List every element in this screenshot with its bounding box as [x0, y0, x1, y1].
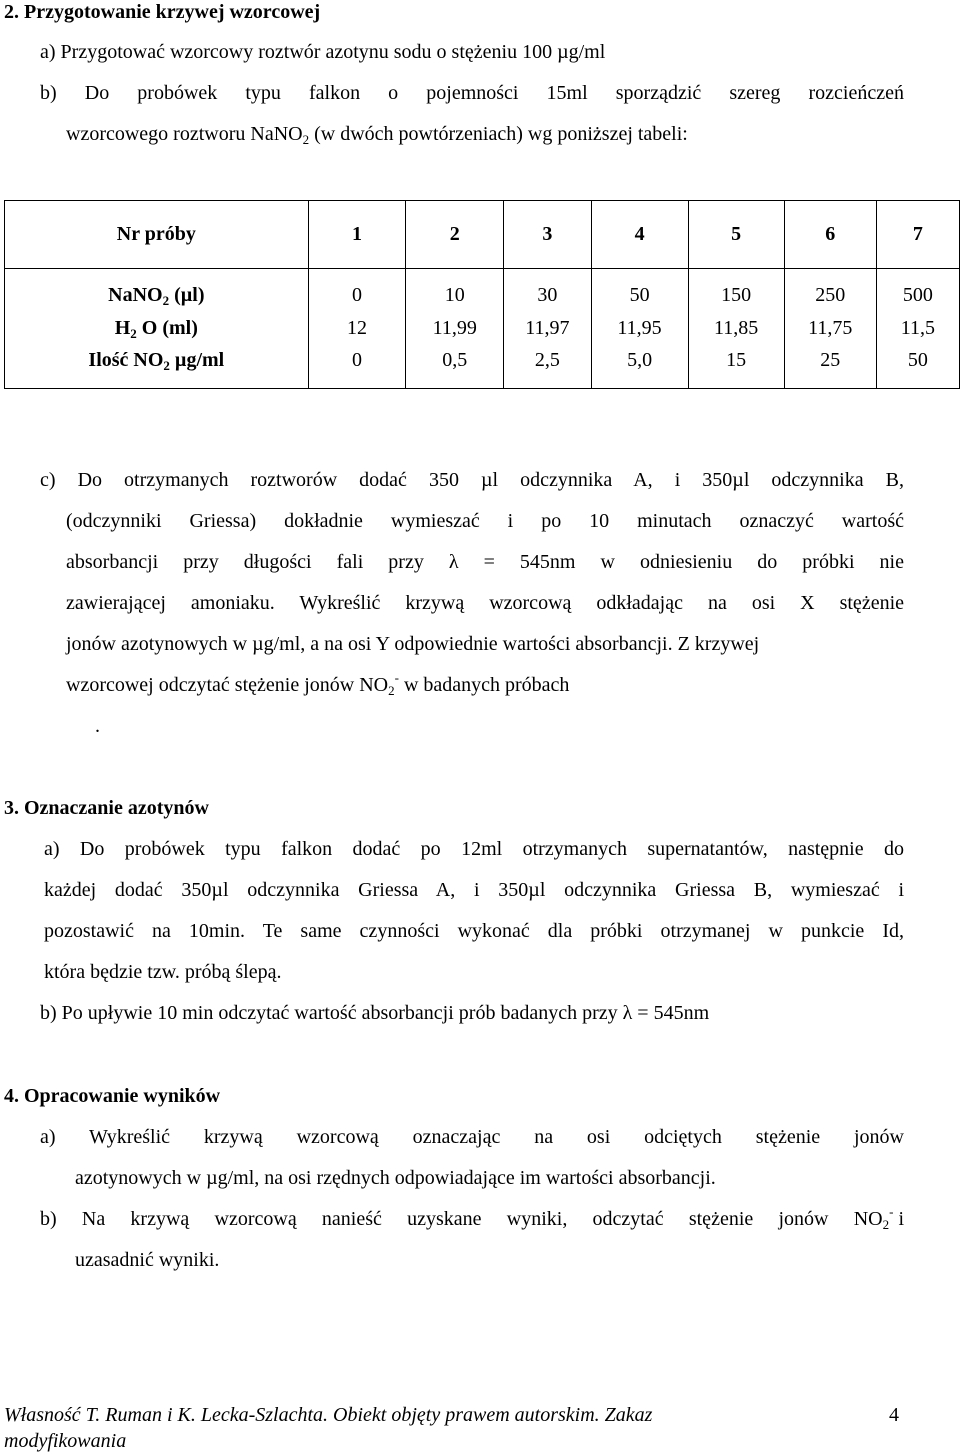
table-cell: 50 — [876, 347, 959, 389]
table-header-row — [5, 201, 960, 269]
section-2-item-a: a) Przygotować wzorcowy roztwór azotynu sodu o stężeniu 100 µg/ml — [40, 41, 606, 63]
table-cell: 500 — [876, 269, 959, 310]
table-cell: 11,99 — [406, 309, 504, 347]
table-header-cell: 2 — [406, 201, 504, 269]
table-header-cell: 3 — [504, 201, 591, 269]
table-header-cell: 5 — [688, 201, 784, 269]
table-cell: 0 — [308, 269, 406, 310]
section-2-item-c-line1: c) Do otrzymanych roztworów dodać 350 µl odczynnika A, i 350µl odczynnika B, — [40, 469, 904, 491]
footer-copyright-line2: modyfikowania — [4, 1430, 127, 1452]
section-2-item-c-line6: wzorcowej odczytać stężenie jonów $NO_2^-$ w badanych próbach — [66, 670, 570, 698]
section-3-item-a-line1: a) Do probówek typu falkon dodać po 12ml otrzymanych supernatantów, następnie do — [44, 838, 904, 860]
table-cell: 11,5 — [876, 309, 959, 347]
table-cell: 15 — [688, 347, 784, 389]
table-cell: 50 — [591, 269, 688, 310]
table-cell: 25 — [784, 347, 876, 389]
page-number: 4 — [889, 1404, 899, 1426]
section-2-dot: . — [95, 715, 100, 737]
section-3-item-a-line2: każdej dodać 350µl odczynnika Griessa A, i 350µl odczynnika Griessa B, wymieszać i — [44, 879, 904, 901]
section-3-item-a-line4: która będzie tzw. próbą ślepą. — [44, 961, 282, 983]
table-cell: 30 — [504, 269, 591, 310]
table-cell: 0 — [308, 347, 406, 389]
section-3-heading: 3. Oznaczanie azotynów — [4, 797, 209, 819]
table-header-label: Nr próby — [5, 201, 309, 269]
table-row — [5, 269, 960, 310]
section-2-item-c-line5: jonów azotynowych w µg/ml, a na osi Y odpowiednie wartości absorbancji. Z krzywej — [66, 633, 760, 655]
footer-copyright-line1: Własność T. Ruman i K. Lecka-Szlachta. Obiekt objęty prawem autorskim. Zakaz — [4, 1404, 653, 1426]
section-4-item-a-line1: a) Wykreślić krzywą wzorcową oznaczając na osi odciętych stężenie jonów — [40, 1126, 904, 1148]
table-cell: 11,75 — [784, 309, 876, 347]
table-header-cell: 6 — [784, 201, 876, 269]
section-3-item-a-line3: pozostawić na 10min. Te same czynności wykonać dla próbki otrzymanej w punkcie Id, — [44, 920, 904, 942]
table-cell: 11,97 — [504, 309, 591, 347]
row-label-no2: Ilość $NO_2$ µg/ml — [5, 347, 309, 389]
table-cell: 2,5 — [504, 347, 591, 389]
section-3-item-b: b) Po upływie 10 min odczytać wartość absorbancji prób badanych przy λ = 545nm — [40, 1002, 710, 1024]
table-cell: 12 — [308, 309, 406, 347]
table-cell: 11,85 — [688, 309, 784, 347]
table-cell: 150 — [688, 269, 784, 310]
section-2-item-b-line1: b) Do probówek typu falkon o pojemności 15ml sporządzić szereg rozcieńczeń — [40, 82, 904, 104]
table-row — [5, 347, 960, 389]
section-4-item-b-line1: b) Na krzywą wzorcową nanieść uzyskane wyniki, odczytać stężenie jonów NO $_2$- i — [40, 1204, 904, 1232]
section-4-item-a-line2: azotynowych w µg/ml, na osi rzędnych odpowiadające im wartości absorbancji. — [75, 1167, 716, 1189]
section-4-heading: 4. Opracowanie wyników — [4, 1085, 221, 1107]
row-label-nano2: NaNO$_2$ (µl) — [5, 269, 309, 310]
table-cell: 0,5 — [406, 347, 504, 389]
table-cell: 10 — [406, 269, 504, 310]
row-label-h2o: $H_2$ O (ml) — [5, 309, 309, 347]
table-row — [5, 309, 960, 347]
section-2-heading: 2. Przygotowanie krzywej wzorcowej — [4, 1, 321, 23]
section-2-item-c-line3: absorbancji przy długości fali przy λ = 545nm w odniesieniu do próbki nie — [66, 551, 904, 573]
dilution-table — [4, 200, 960, 389]
table-header-cell: 7 — [876, 201, 959, 269]
table-header-cell: 4 — [591, 201, 688, 269]
table-cell: 11,95 — [591, 309, 688, 347]
section-2-item-c-line4: zawierającej amoniaku. Wykreślić krzywą wzorcową odkładając na osi X stężenie — [66, 592, 904, 614]
table-header-cell: 1 — [308, 201, 406, 269]
table-cell: 5,0 — [591, 347, 688, 389]
table-cell: 250 — [784, 269, 876, 310]
section-2-item-b-line2: wzorcowego roztworu NaNO$_2$ (w dwóch powtórzeniach) wg poniższej tabeli: — [66, 123, 688, 147]
section-4-item-b-line2: uzasadnić wyniki. — [75, 1249, 220, 1271]
section-2-item-c-line2: (odczynniki Griessa) dokładnie wymieszać i po 10 minutach oznaczyć wartość — [66, 510, 904, 532]
